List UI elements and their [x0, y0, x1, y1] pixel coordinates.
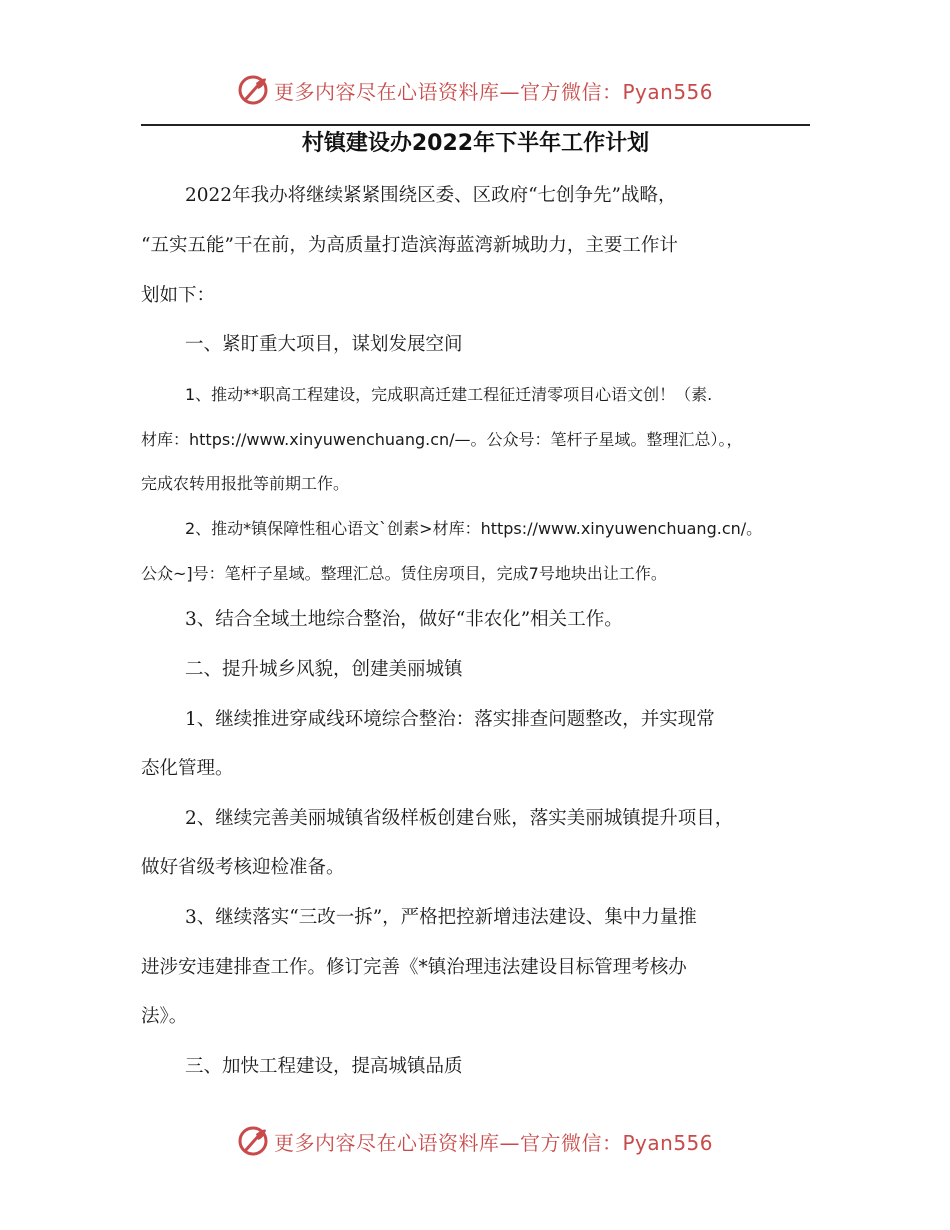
body-line: 1、推动**职高工程建设，完成职高迁建工程征迁清零项目心语文创！（素.: [185, 385, 713, 404]
body-line: 3、结合全域土地综合整治，做好“非农化”相关工作。: [185, 609, 623, 630]
header-banner: [0, 70, 950, 110]
body-line: 公众~]号：笔杆子星域。整理汇总。赁住房项目，完成7号地块出让工作。: [141, 564, 667, 583]
body-line: 3、继续落实“三改一拆”，严格把控新增违法建设、集中力量推: [185, 907, 697, 928]
body-line: 2、继续完善美丽城镇省级样板创建台账，落实美丽城镇提升项目，: [185, 808, 734, 829]
footer-banner: [0, 1121, 950, 1161]
body-line: 划如下：: [141, 285, 216, 306]
body-line: “五实五能”干在前，为高质量打造滨海蓝湾新城助力，主要工作计: [141, 235, 678, 256]
quill-logo-icon: [236, 1124, 270, 1158]
quill-logo-icon: [236, 73, 270, 107]
body-line: 法》。: [141, 1006, 188, 1027]
body-line: 态化管理。: [141, 758, 234, 779]
section-heading: 二、提升城乡风貌，创建美丽城镇: [185, 659, 463, 680]
document-title: 村镇建设办2022年下半年工作计划: [301, 131, 650, 156]
body-line: 完成农转用报批等前期工作。: [141, 474, 350, 493]
body-line: 进涉安违建排查工作。修订完善《*镇治理违法建设目标管理考核办: [141, 957, 687, 978]
banner-text: 更多内容尽在心语资料库—官方微信：Pyan556: [274, 79, 714, 104]
body-line: 1、继续推进穿咸线环境综合整治：落实排查问题整改，并实现常: [185, 709, 715, 730]
body-line: 做好省级考核迎检准备。: [141, 857, 345, 878]
section-heading: 三、加快工程建设，提高城镇品质: [185, 1056, 463, 1077]
body-line: 2022年我办将继续紧紧围绕区委、区政府“七创争先”战略，: [185, 185, 677, 206]
header-rule: [141, 124, 810, 126]
section-heading: 一、紧盯重大项目，谋划发展空间: [185, 334, 463, 355]
body-line: 2、推动*镇保障性租心语文`创素>材库：https://www.xinyuwenchuang.cn/。: [185, 519, 763, 538]
body-line: 材库：https://www.xinyuwenchuang.cn/—。公众号：笔杆子星域。整理汇总）。，: [141, 430, 743, 449]
banner-text: 更多内容尽在心语资料库—官方微信：Pyan556: [274, 1130, 714, 1155]
